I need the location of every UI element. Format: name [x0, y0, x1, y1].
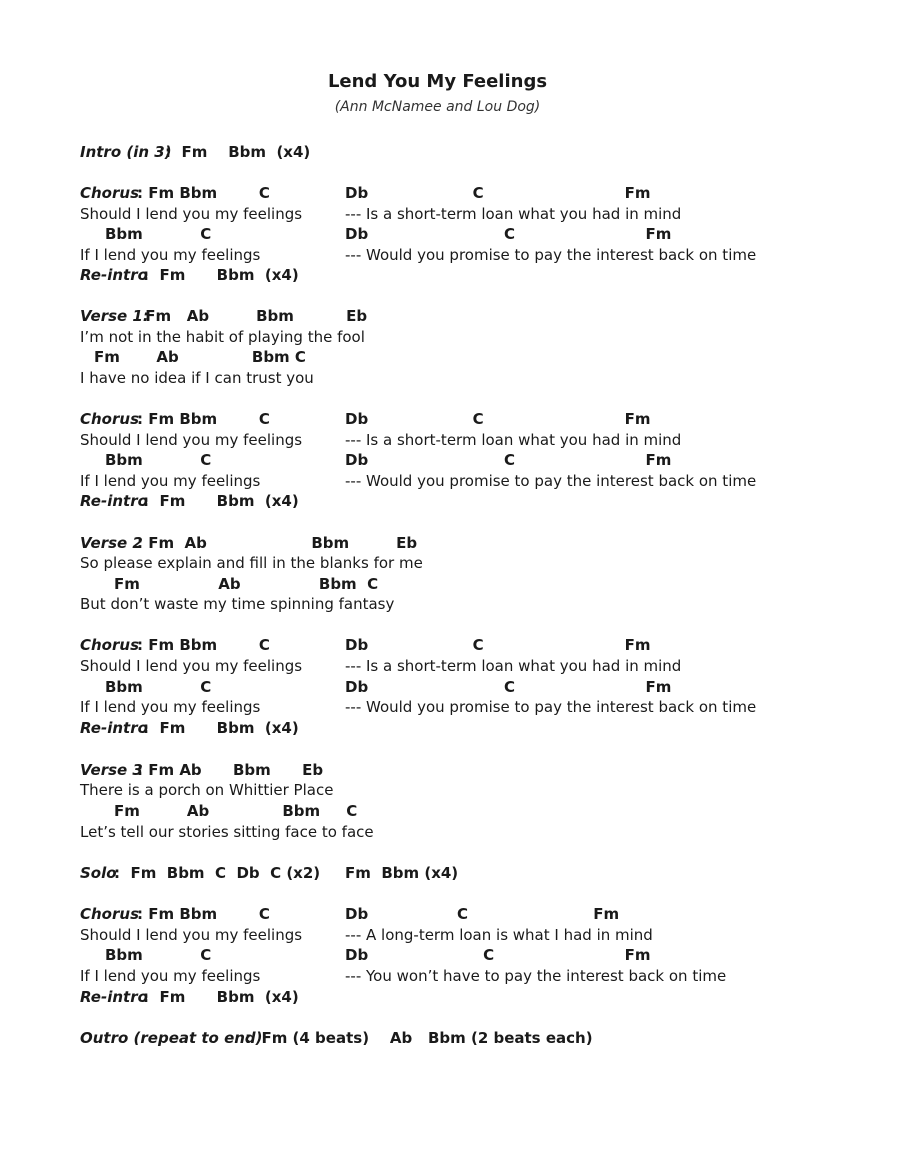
outro-label: Outro (repeat to end) — [80, 1029, 263, 1047]
chord-segment: : Fm Bbm C Db C (x2) — [114, 864, 321, 882]
lyric-segment: Should I lend you my feelings — [80, 205, 303, 223]
chorus-2-chord-line-1 — [80, 409, 651, 430]
chord-segment: Db C Fm — [345, 636, 651, 654]
chord-segment: Bbm C — [105, 451, 212, 469]
lyric-segment: Should I lend you my feelings — [80, 657, 303, 675]
lyric-segment: If I lend you my feelings — [80, 967, 261, 985]
reintro-label: Re-intro — [80, 988, 148, 1006]
chorus-label: Chorus — [80, 636, 139, 654]
verse-label: Verse 1: — [80, 307, 149, 325]
chorus-label: Chorus — [80, 410, 139, 428]
reintro-chords: : Fm Bbm (x4) — [143, 988, 299, 1006]
chorus-2-lyric-line-1 — [80, 430, 682, 451]
chord-segment: : Fm Bbm C — [137, 636, 270, 654]
lyric-segment: But don’t waste my time spinning fantasy — [80, 595, 395, 613]
reintro-label: Re-intro — [80, 719, 148, 737]
lyric-segment: --- Is a short-term loan what you had in mind — [345, 657, 682, 675]
chorus-4-chord-line-1 — [80, 904, 620, 925]
chorus-3-lyric-line-2 — [80, 697, 757, 718]
chord-segment: Db C Fm — [345, 410, 651, 428]
chord-segment: : Fm Bbm C — [137, 410, 270, 428]
reintro-chords: : Fm Bbm (x4) — [143, 266, 299, 284]
chorus-4-chord-line-2 — [80, 945, 651, 966]
verse-2-lyric-line-2 — [80, 594, 395, 615]
chorus-3-chord-line-1 — [80, 635, 651, 656]
chord-segment: : Fm Ab Bbm Eb — [137, 761, 324, 779]
chorus-4-lyric-line-2 — [80, 966, 727, 987]
reintro-line — [80, 491, 299, 512]
lyric-segment: Let’s tell our stories sitting face to face — [80, 823, 374, 841]
reintro-line — [80, 718, 299, 739]
chorus-1-lyric-line-2 — [80, 245, 757, 266]
verse-3-lyric-line-1 — [80, 780, 334, 801]
chord-segment: Bbm C — [105, 225, 212, 243]
chorus-3-chord-line-2 — [80, 677, 672, 698]
lyric-segment: --- Would you promise to pay the interest back on time — [345, 698, 757, 716]
outro-line — [80, 1028, 593, 1049]
chord-segment: Db C Fm — [345, 184, 651, 202]
chord-segment: Db C Fm — [345, 225, 672, 243]
verse-1-chord-line-2 — [80, 347, 306, 368]
chord-segment: Fm Bbm (x4) — [345, 864, 459, 882]
chord-segment: Bbm C — [105, 946, 212, 964]
reintro-chords: : Fm Bbm (x4) — [143, 719, 299, 737]
chorus-1-lyric-line-1 — [80, 204, 682, 225]
lyric-segment: I’m not in the habit of playing the fool — [80, 328, 365, 346]
lyric-segment: --- You won’t have to pay the interest back on time — [345, 967, 727, 985]
chord-segment: Fm Ab Bbm Eb — [140, 307, 368, 325]
lyric-segment: --- Is a short-term loan what you had in mind — [345, 431, 682, 449]
song-title: Lend You My Feelings — [327, 71, 548, 92]
lyric-segment: If I lend you my feelings — [80, 698, 261, 716]
verse-label: Verse 3 — [80, 761, 143, 779]
chorus-1-chord-line-2 — [80, 224, 672, 245]
lyric-segment: If I lend you my feelings — [80, 472, 261, 490]
chord-segment: Fm Ab Bbm C — [114, 802, 358, 820]
intro-line — [80, 142, 311, 163]
chorus-1-chord-line-1 — [80, 183, 651, 204]
lyric-segment: --- Would you promise to pay the interest back on time — [345, 246, 757, 264]
lyric-segment: There is a porch on Whittier Place — [80, 781, 334, 799]
lyric-segment: Should I lend you my feelings — [80, 431, 303, 449]
chorus-2-lyric-line-2 — [80, 471, 757, 492]
lyric-segment: --- Would you promise to pay the interest back on time — [345, 472, 757, 490]
chord-segment: : Fm Bbm C — [137, 184, 270, 202]
song-authors: (Ann McNamee and Lou Dog) — [334, 99, 541, 115]
intro-chords: : Fm Bbm (x4) — [165, 143, 311, 161]
lyric-segment: Should I lend you my feelings — [80, 926, 303, 944]
chorus-3-lyric-line-1 — [80, 656, 682, 677]
reintro-label: Re-intro — [80, 492, 148, 510]
verse-2-lyric-line-1 — [80, 553, 423, 574]
reintro-line — [80, 265, 299, 286]
chord-segment: Db C Fm — [345, 946, 651, 964]
verse-3-lyric-line-2 — [80, 822, 374, 843]
verse-label: Verse 2 — [80, 534, 143, 552]
solo-label: Solo — [80, 864, 117, 882]
chorus-2-chord-line-2 — [80, 450, 672, 471]
chorus-4-lyric-line-1 — [80, 925, 653, 946]
chord-segment: Fm Ab Bbm C — [94, 348, 306, 366]
chorus-label: Chorus — [80, 905, 139, 923]
lyric-segment: --- Is a short-term loan what you had in mind — [345, 205, 682, 223]
verse-1-lyric-line-2 — [80, 368, 314, 389]
lyric-segment: So please explain and fill in the blanks for me — [80, 554, 423, 572]
chord-segment: Bbm C — [105, 678, 212, 696]
solo-line — [80, 863, 459, 884]
verse-1-chord-line-1 — [80, 306, 368, 327]
reintro-line — [80, 987, 299, 1008]
verse-2-chord-line-1 — [80, 533, 418, 554]
chord-segment: Db C Fm — [345, 678, 672, 696]
lyric-segment: I have no idea if I can trust you — [80, 369, 314, 387]
chord-segment: : Fm Bbm C — [137, 905, 270, 923]
chord-segment: Db C Fm — [345, 905, 620, 923]
verse-3-chord-line-1 — [80, 760, 324, 781]
chord-segment: : Fm Ab Bbm Eb — [137, 534, 418, 552]
verse-2-chord-line-2 — [80, 574, 379, 595]
outro-chords: : Fm (4 beats) Ab Bbm (2 beats each) — [245, 1029, 593, 1047]
chord-segment: Fm Ab Bbm C — [114, 575, 379, 593]
reintro-label: Re-intro — [80, 266, 148, 284]
chorus-label: Chorus — [80, 184, 139, 202]
lyric-segment: If I lend you my feelings — [80, 246, 261, 264]
verse-1-lyric-line-1 — [80, 327, 365, 348]
lyric-segment: --- A long-term loan is what I had in mind — [345, 926, 653, 944]
chord-segment: Db C Fm — [345, 451, 672, 469]
verse-3-chord-line-2 — [80, 801, 358, 822]
reintro-chords: : Fm Bbm (x4) — [143, 492, 299, 510]
intro-label: Intro (in 3) — [80, 143, 172, 161]
